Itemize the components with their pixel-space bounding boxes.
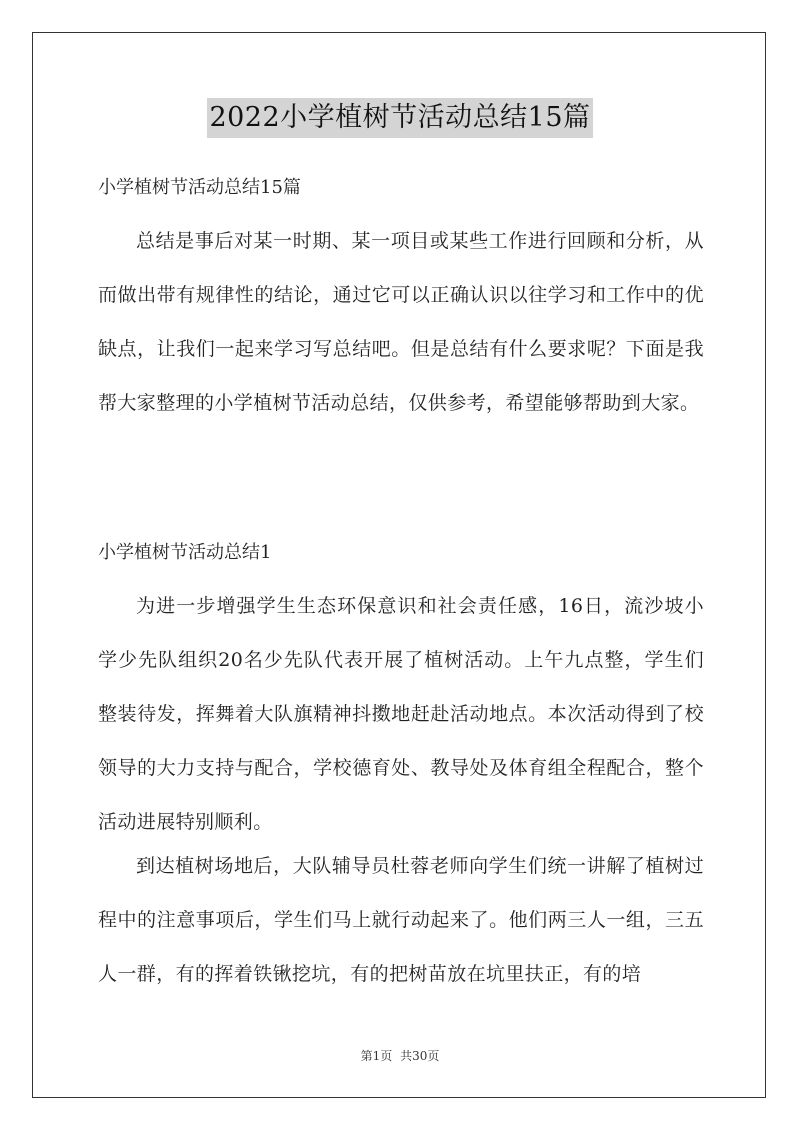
section-heading: 小学植树节活动总结1 bbox=[98, 542, 272, 563]
page-total: 共30页 bbox=[400, 1049, 440, 1063]
section-paragraph: 到达植树场地后，大队辅导员杜蓉老师向学生们统一讲解了植树过程中的注意事项后，学生们马上就行动起来了。他们两三人一组，三五人一群，有的挥着铁锹挖坑，有的把树苗放在坑里扶正，有的培 bbox=[98, 855, 704, 985]
intro-paragraph: 总结是事后对某一时期、某一项目或某些工作进行回顾和分析，从而做出带有规律性的结论，通过它可以正确认识以往学习和工作中的优缺点，让我们一起来学习写总结吧。但是总结有什么要求呢？下面是我帮大家整理的小学植树节活动总结，仅供参考，希望能够帮助到大家。 bbox=[98, 230, 704, 414]
title-container bbox=[0, 98, 800, 138]
section-paragraph: 为进一步增强学生生态环保意识和社会责任感，16日，流沙坡小学少先队组织20名少先队代表开展了植树活动。上午九点整，学生们整装待发，挥舞着大队旗精神抖擞地赶赴活动地点。本次活动得到了校领导的大力支持与配合，学校德育处、教导处及体育组全程配合，整个活动进展特别顺利。 bbox=[98, 595, 704, 833]
page-footer bbox=[0, 1047, 800, 1064]
page-number: 第1页 bbox=[360, 1049, 393, 1063]
document-title: 2022小学植树节活动总结15篇 bbox=[207, 98, 592, 138]
document-subtitle: 小学植树节活动总结15篇 bbox=[98, 177, 301, 198]
